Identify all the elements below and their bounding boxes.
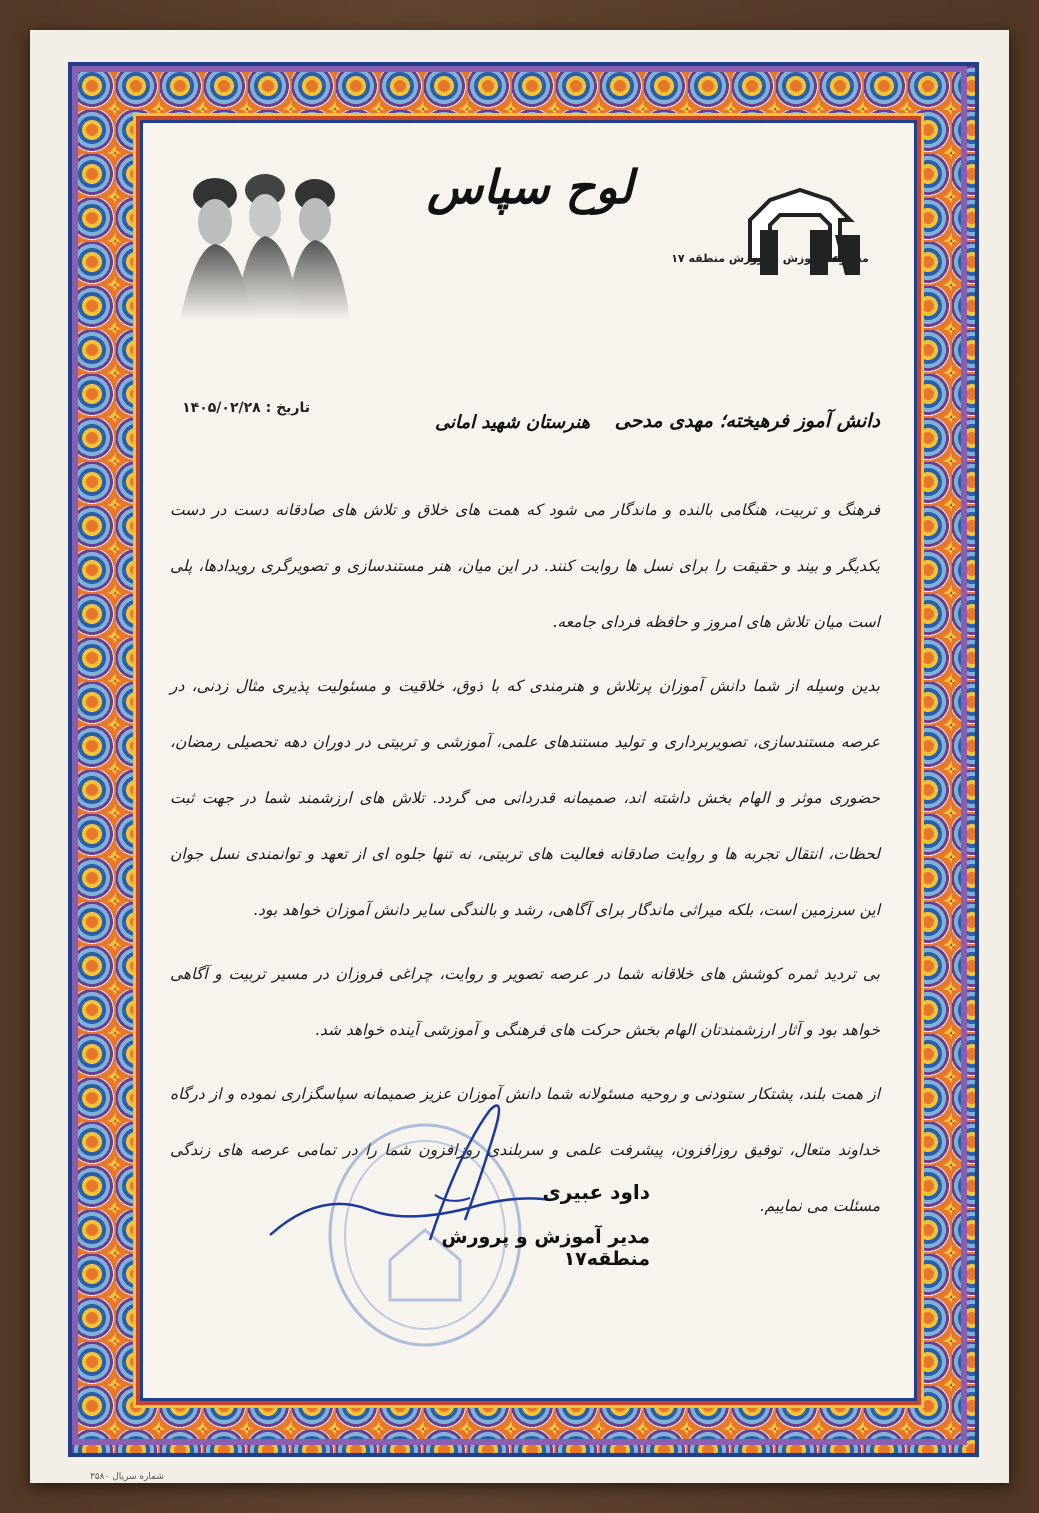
paragraph-3: بی تردید ثمره کوشش های خلاقانه شما در عرصه تصویر و روایت، چراغی فروزان در مسیر تربیت و آگاهی خواهد بود و آثار ارزشمندتان الهام بخش حرکت های فرهنگی و آموزشی آینده خواهد شد. bbox=[170, 965, 880, 1039]
portraits-illustration bbox=[145, 150, 365, 320]
school-name: هنرستان شهید امانی bbox=[434, 412, 590, 433]
signer-title: مدیر آموزش و پرورش منطقه۱۷ bbox=[441, 1226, 650, 1270]
paragraph-2: بدین وسیله از شما دانش آموزان پرتلاش و هنرمندی که با ذوق، خلاقیت و مسئولیت پذیری مثال زدنی، در عرصه مستندسازی، تصویربرداری و تولید مستندهای علمی، آموزشی و تربیتی در دوران دهه تحصیلی رمضان، حضوری موثر و الهام بخش داشته اند، صمیمانه قدردانی می گردد. تلاش های ارزشمند شما در جهت ثبت لحظات، انتقال تجربه ها و روایت صادقانه فعالیت های تربیتی، نه تنها جلوه ای از تعهد و توانمندی نسل جوان این سرزمین است، بلکه میراثی ماندگار برای آگاهی، رشد و بالندگی سایر دانش آموزان خواهد بود. bbox=[170, 677, 880, 919]
paragraph-4: از همت بلند، پشتکار ستودنی و روحیه مسئولانه شما دانش آموزان عزیز صمیمانه سپاسگزاری نموده و از درگاه خداوند متعال، توفیق روزافزون، پیشرفت علمی و سربلندی روزافزون شما را در تمامی عرصه های زندگی مسئلت می نماییم. bbox=[170, 1085, 880, 1215]
date-line: تاریخ : ۱۴۰۵/۰۲/۲۸ bbox=[182, 400, 310, 416]
signer-name: داود عبیری bbox=[542, 1180, 650, 1204]
certificate-paper bbox=[30, 30, 1009, 1483]
logo-caption: مجموعه آموزش و پرورش منطقه ۱۷ bbox=[671, 252, 869, 265]
paragraph-1: فرهنگ و تربیت، هنگامی بالنده و ماندگار می شود که همت های خلاق و تلاش های صادقانه دست در دست یکدیگر و بیند و حقیقت را برای نسل ها روایت کنند. در این میان، هنر مستندسازی و تصویرگری رویدادها، پلی است میان تلاش های امروز و حافظه فردای جامعه. bbox=[170, 501, 880, 631]
recipient-line: دانش آموز فرهیخته؛ مهدی مدحی bbox=[614, 410, 880, 432]
footer-serial: شماره سریال ۳۵۸۰ bbox=[90, 1472, 164, 1482]
certificate-title: لوح سپاس bbox=[426, 160, 634, 214]
education-district-logo bbox=[660, 160, 890, 310]
